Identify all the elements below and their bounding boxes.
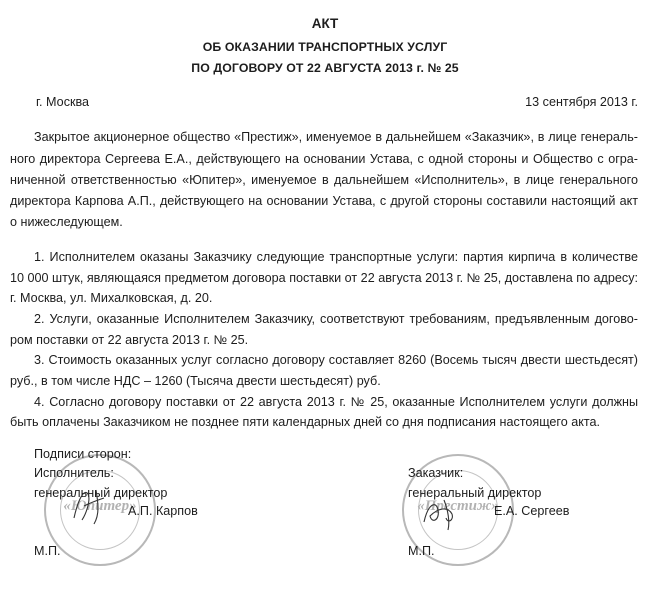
- executor-signature: [64, 480, 124, 530]
- executor-stamp-label: М.П.: [34, 544, 61, 558]
- intro-line: директора Карпова А.П., действующего на основании Устава, с другой стороны составили настоящий акт: [10, 194, 638, 208]
- page-subtitle: ОБ ОКАЗАНИИ ТРАНСПОРТНЫХ УСЛУГ: [202, 40, 448, 54]
- page-title: АКТ: [311, 16, 339, 31]
- item-line: 1. Исполнителем оказаны Заказчику следующие транспортные услуги: партия кирпича в количестве: [34, 250, 638, 264]
- seal-name: «Юпитер»: [63, 498, 137, 514]
- date: 13 сентября 2013 г.: [525, 95, 638, 109]
- item-line: 2. Услуги, оказанные Исполнителем Заказчику, соответствуют требованиям, предъявленным догово-: [34, 312, 638, 326]
- customer-position: генеральный директор: [408, 486, 542, 500]
- intro-line: ниченной ответственностью «Юпитер», именуемое в дальнейшем «Исполнитель», в лице генерального: [10, 173, 638, 187]
- customer-stamp-label: М.П.: [408, 544, 435, 558]
- item-line: 3. Стоимость оказанных услуг согласно договору составляет 8260 (Восемь тысяч двести шестьдесят): [34, 353, 638, 367]
- customer-name: Е.А. Сергеев: [494, 504, 570, 518]
- intro-line: Закрытое акционерное общество «Престиж», именуемое в дальнейшем «Заказчик», в лице генераль-: [34, 130, 638, 144]
- executor-name: А.П. Карпов: [128, 504, 198, 518]
- item-line: руб., в том числе НДС – 1260 (Тысяча двести шестьдесят) руб.: [10, 374, 381, 388]
- item-line: ром поставки от 22 августа 2013 г. № 25.: [10, 333, 249, 347]
- contract-reference: ПО ДОГОВОРУ ОТ 22 АВГУСТА 2013 г. № 25: [191, 61, 459, 75]
- customer-role: Заказчик:: [408, 466, 464, 480]
- intro-line: о нижеследующем.: [10, 215, 123, 229]
- executor-position: генеральный директор: [34, 486, 168, 500]
- item-line: 10 000 штук, являющаяся предметом договора поставки от 22 августа 2013 г. № 25, доставлена по адресу:: [10, 271, 638, 285]
- signatures-heading: Подписи сторон:: [34, 447, 132, 461]
- seal-name: «Престиж»: [417, 498, 499, 514]
- place: г. Москва: [36, 95, 90, 109]
- customer-signature: [418, 492, 482, 532]
- intro-line: ного директора Сергеева Е.А., действующего на основании Устава, с одной стороны и Общество с огра-: [10, 152, 638, 166]
- executor-role: Исполнитель:: [34, 466, 114, 480]
- item-line: 4. Согласно договору поставки от 22 августа 2013 г. № 25, оказанные Исполнителем услуги должны: [34, 395, 638, 409]
- item-line: быть оплачены Заказчиком не позднее пяти календарных дней со дня подписания настоящего акта.: [10, 415, 601, 429]
- item-line: г. Москва, ул. Михалковская, д. 20.: [10, 291, 213, 305]
